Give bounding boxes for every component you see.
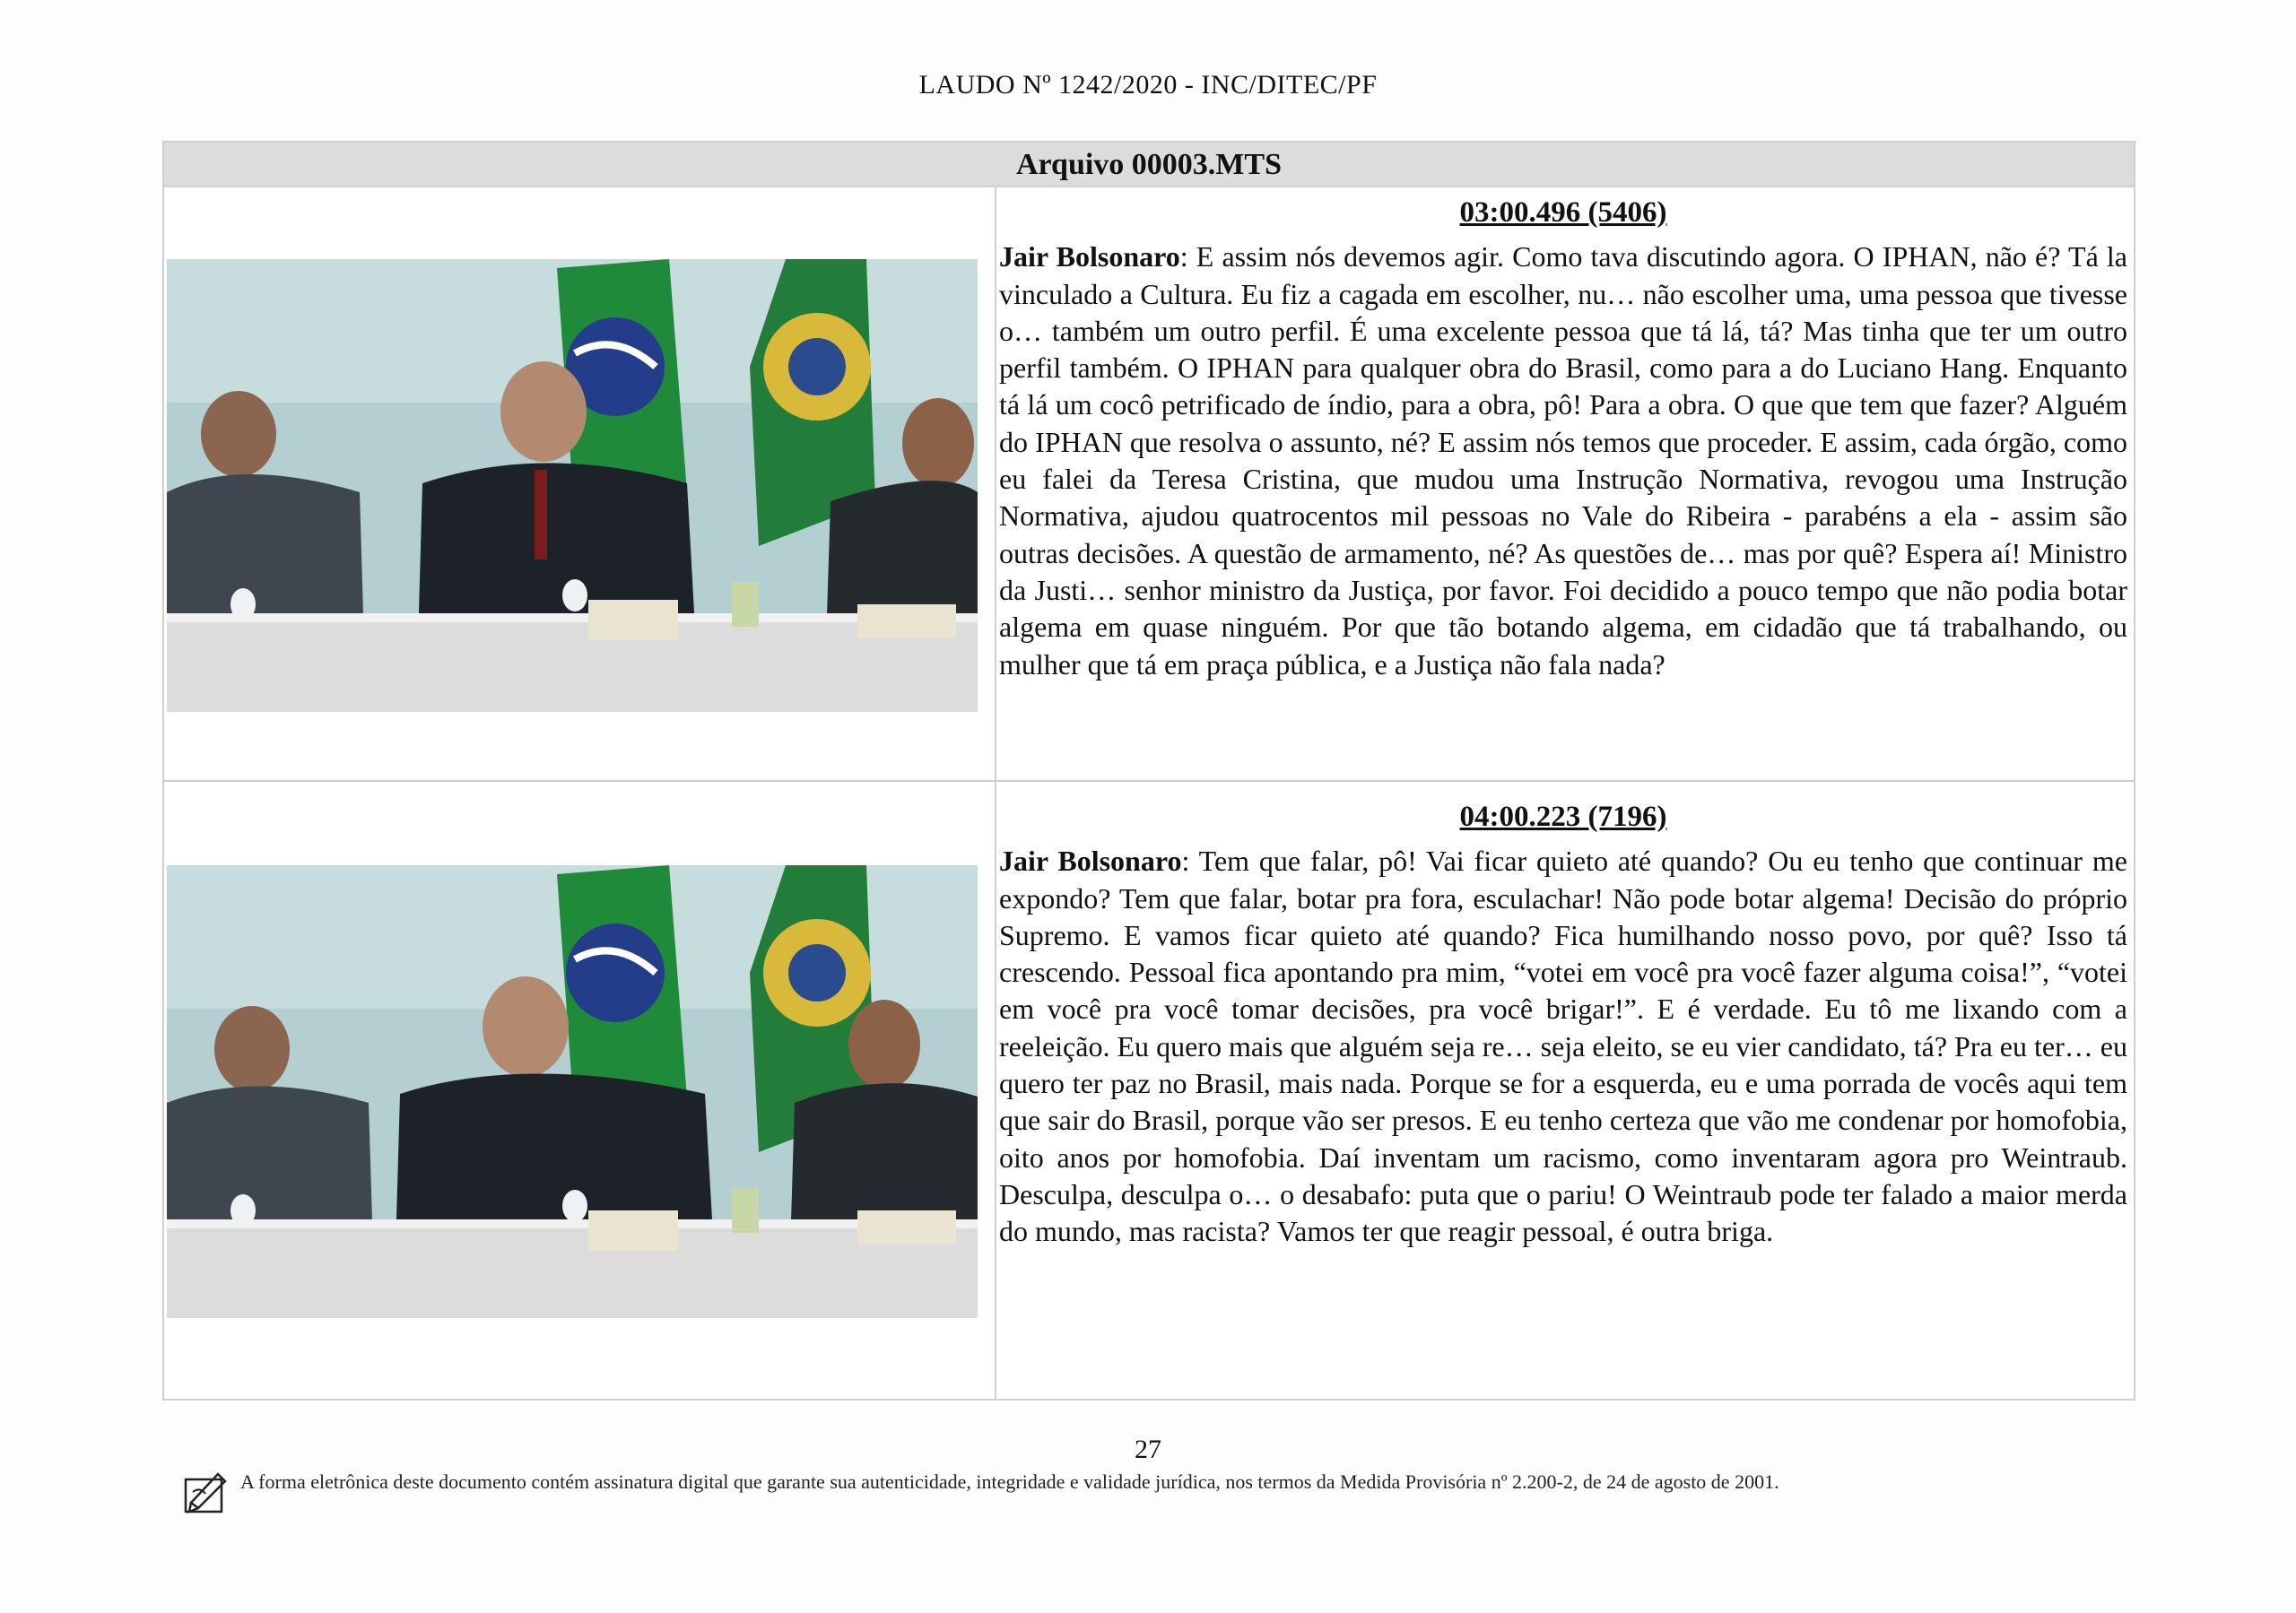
report-title: LAUDO Nº 1242/2020 - INC/DITEC/PF (918, 70, 1378, 100)
entry-body (999, 843, 2127, 1250)
entry-timestamp: 04:00.223 (7196) (1459, 801, 1667, 833)
digital-signature-notice (182, 1463, 2101, 1517)
speaker-name: Jair Bolsonaro (999, 845, 1182, 878)
column-divider (995, 186, 996, 1401)
video-frame-photo (167, 865, 978, 1318)
speaker-name: Jair Bolsonaro (999, 240, 1180, 273)
speech-text: : Tem que falar, pô! Vai ficar quieto até quando? Ou eu tenho que continuar me expondo? Tem que falar, botar pra fora, esculachar! Não pode botar algema! Decisão do próprio Supremo. E vamos ficar quieto até quando? Fica humilhando nosso povo, por quê? Isso tá crescendo. Pessoal fica apontando pra mim, “votei em você pra você fazer alguma coisa!”, “votei em você pra você tomar decisões, pra você brigar!”. E é verdade. Eu tô me lixando com a reeleição. Eu quero mais que alguém seja re… seja eleito, se eu vier candidato, tá? Pra eu ter… eu quero ter paz no Brasil, mais nada. Porque se for a esquerda, eu e uma porrada de vocês aqui tem que sair do Brasil, porque vão ser presos. E eu tenho certeza que vão me condenar por homofobia, oito anos por homofobia. Daí inventam um racismo, como inventaram agora pro Weintraub. Desculpa, desculpa o… o desabafo: puta que o pariu! O Weintraub pode ter falado a maior merda do mundo, mas racista? Vamos ter que reagir pessoal, é outra briga. (999, 845, 2128, 1248)
row-divider (164, 780, 2134, 782)
speech-text: : E assim nós devemos agir. Como tava discutindo agora. O IPHAN, não é? Tá la vinculado a Cultura. Eu fiz a cagada em escolher, nu… não escolher uma, uma pessoa que tivesse o… também um outro perfil. É uma excelente pessoa que tá lá, tá? Mas tinha que ter um outro perfil também. O IPHAN para qualquer obra do Brasil, como para a do Luciano Hang. Enquanto tá lá um cocô petrificado de índio, para a obra, pô! Para a obra. O que que tem que fazer? Alguém do IPHAN que resolva o assunto, né? E assim nós temos que proceder. E assim, cada órgão, como eu falei da Teresa Cristina, que mudou uma Instrução Normativa, revogou uma Instrução Normativa, ajudou quatrocentos mil pessoas no Vale do Ribeira - parabéns a ela - assim são outras decisões. A questão de armamento, né? As questões de… mas por quê? Espera aí! Ministro da Justi… senhor ministro da Justiça, por favor. Foi decidido a pouco tempo que não podia botar algema em quase ninguém. Por que tão botando algema, em cidadão que tá trabalhando, ou mulher que tá em praça pública, e a Justiça não fala nada? (999, 240, 2128, 681)
transcript-entry (999, 195, 2127, 683)
page-number: 27 (1135, 1435, 1161, 1464)
entry-timestamp: 03:00.496 (5406) (1459, 196, 1667, 229)
transcript-entry (999, 799, 2127, 1251)
footer-text: A forma eletrônica deste documento contém assinatura digital que garante sua autenticidade, integridade e validade jurídica, nos termos da Medida Provisória nº 2.200-2, de 24 de agosto de 2001. (240, 1470, 1779, 1493)
video-frame-photo (167, 259, 978, 712)
signature-pen-icon (182, 1467, 232, 1522)
file-name-header: Arquivo 00003.MTS (164, 143, 2134, 187)
transcript-table (162, 141, 2135, 1401)
entry-body (999, 238, 2127, 683)
